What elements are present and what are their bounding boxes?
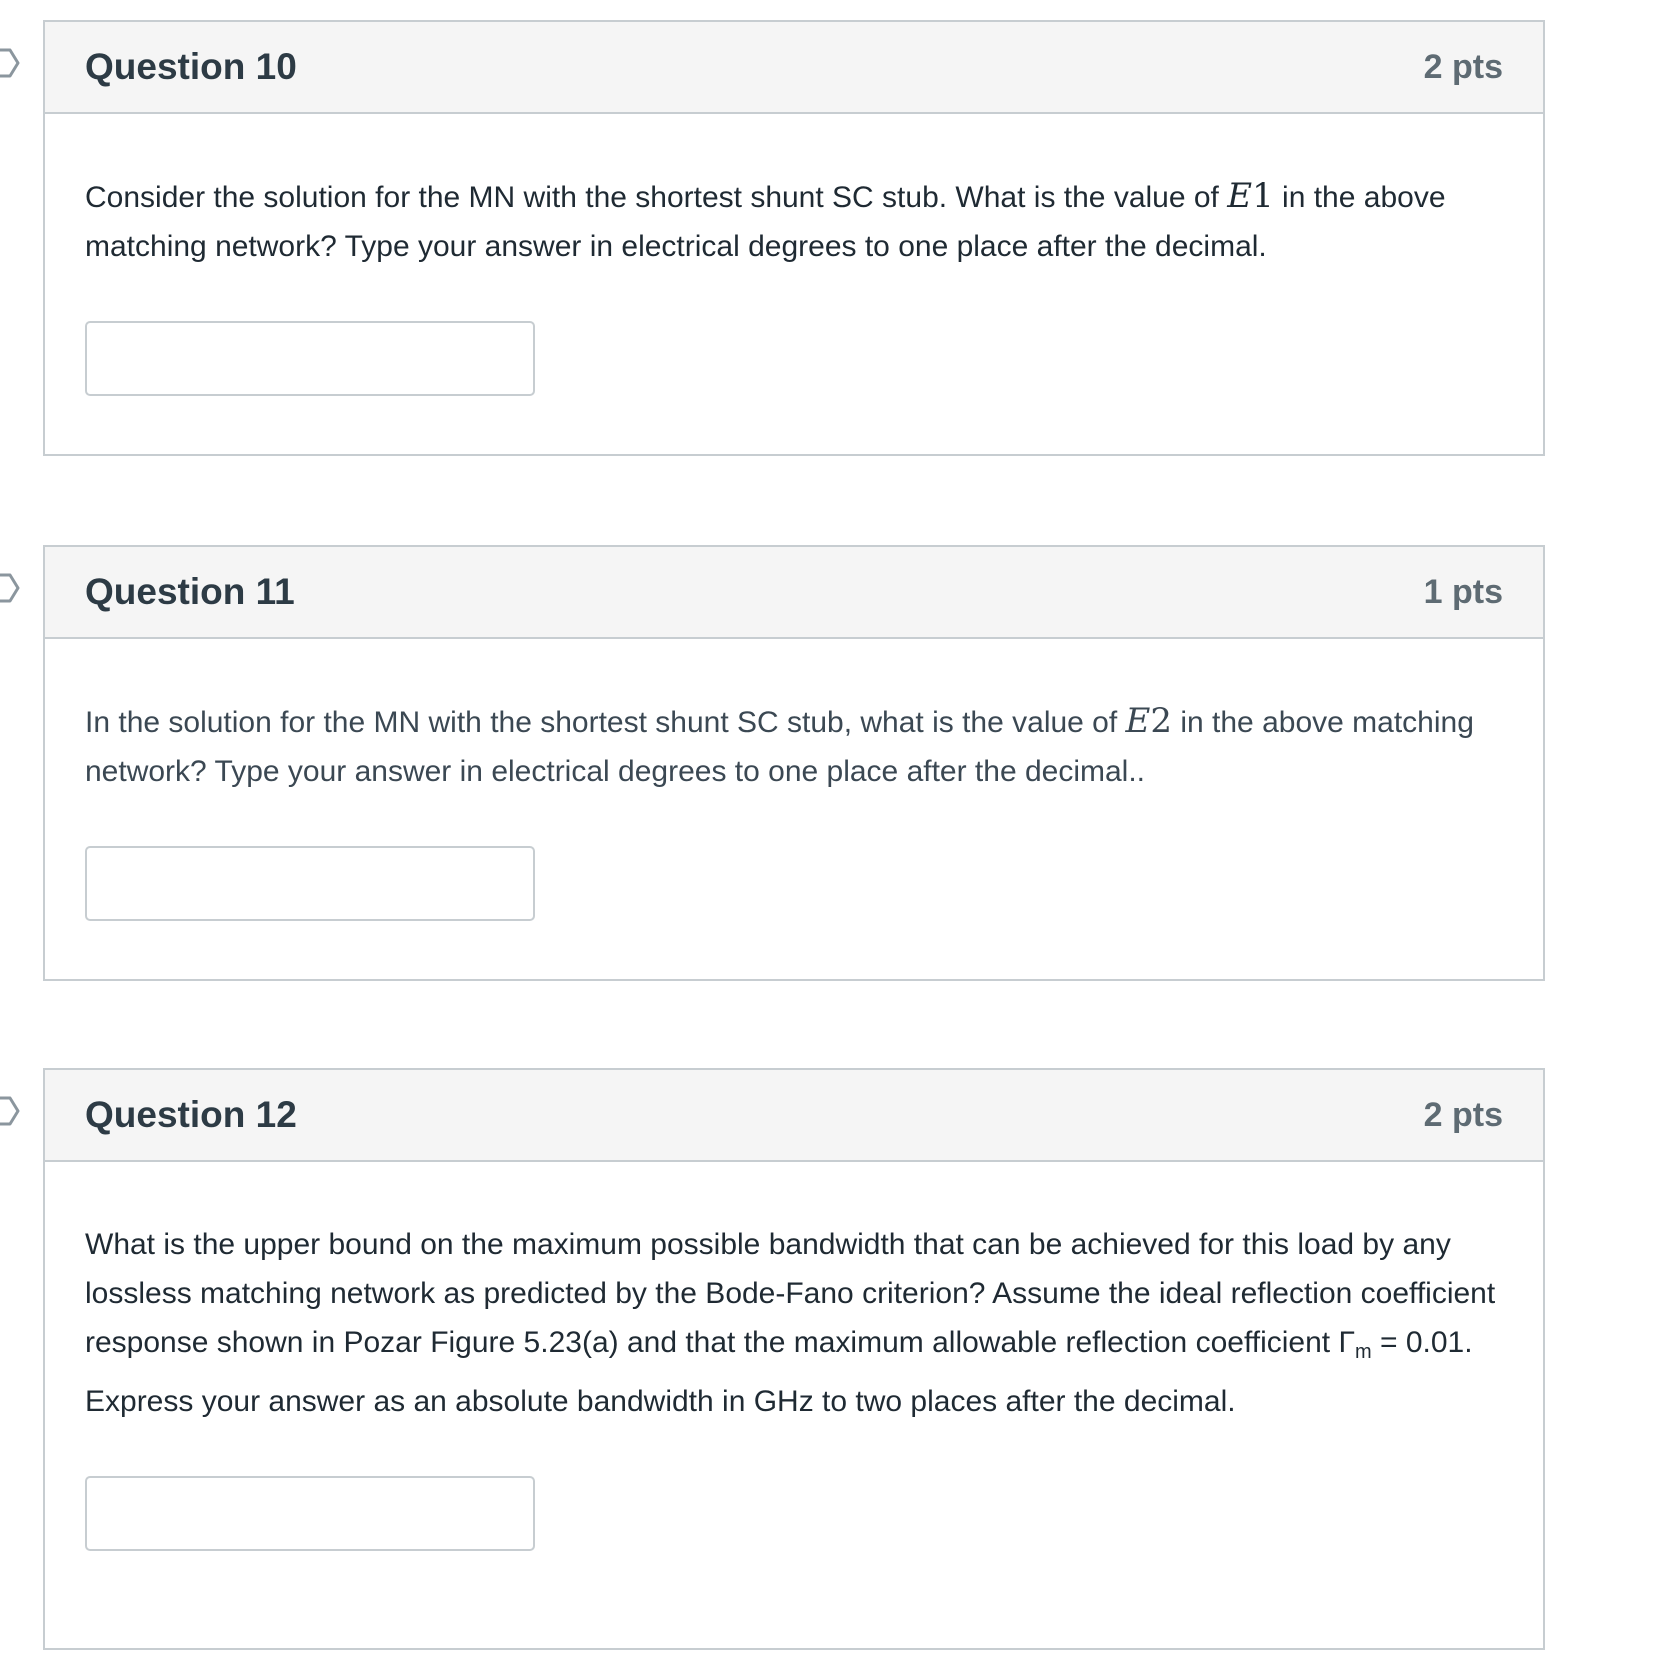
question-12 (43, 1068, 1545, 1650)
bookmark-flag-icon[interactable] (0, 1094, 22, 1128)
gamma-symbol: Γ (1338, 1326, 1355, 1359)
question-text-part: in the above matching network? Type your answer in electrical degrees to one place after the decimal.. (85, 706, 1474, 788)
math-index: 1 (1252, 176, 1274, 216)
question-points: 2 pts (1423, 1095, 1503, 1134)
question-header (45, 547, 1543, 639)
question-text (85, 1220, 1503, 1426)
answer-input[interactable] (85, 846, 535, 921)
question-10 (43, 20, 1545, 456)
question-points: 1 pts (1423, 572, 1503, 611)
question-body (45, 114, 1543, 396)
gamma-subscript: m (1354, 1341, 1372, 1363)
question-text-part: Consider the solution for the MN with the shortest shunt SC stub. What is the value of (85, 181, 1228, 214)
question-points: 2 pts (1423, 47, 1503, 86)
question-body (45, 639, 1543, 921)
math-index: 2 (1150, 701, 1173, 741)
question-text-part: In the solution for the MN with the shortest shunt SC stub, what is the value of (85, 706, 1126, 739)
question-text-part: = 0.01. Express your answer as an absolute bandwidth in GHz to two places after the decimal. (85, 1326, 1473, 1418)
question-title: Question 11 (85, 571, 295, 612)
question-body (45, 1162, 1543, 1551)
question-text (85, 697, 1503, 796)
question-title: Question 10 (85, 46, 297, 87)
math-expression (1227, 176, 1273, 216)
question-header (45, 22, 1543, 114)
math-variable: E (1125, 701, 1151, 741)
question-11 (43, 545, 1545, 981)
math-variable: E (1227, 176, 1253, 216)
bookmark-flag-icon[interactable] (0, 46, 22, 80)
bookmark-flag-icon[interactable] (0, 571, 22, 605)
math-expression (1126, 701, 1172, 741)
answer-input[interactable] (85, 1476, 535, 1551)
answer-input[interactable] (85, 321, 535, 396)
question-text (85, 172, 1503, 271)
question-text-part: in the above matching network? Type your answer in electrical degrees to one place after the decimal. (85, 181, 1446, 263)
question-header (45, 1070, 1543, 1162)
question-text-part: What is the upper bound on the maximum possible bandwidth that can be achieved for this load by any lossless matching network as predicted by the Bode-Fano criterion? Assume the ideal reflection coefficient response shown in Pozar Figure 5.23(a) and that the maximum allowable reflection coefficient (85, 1228, 1496, 1359)
question-title: Question 12 (85, 1094, 297, 1135)
